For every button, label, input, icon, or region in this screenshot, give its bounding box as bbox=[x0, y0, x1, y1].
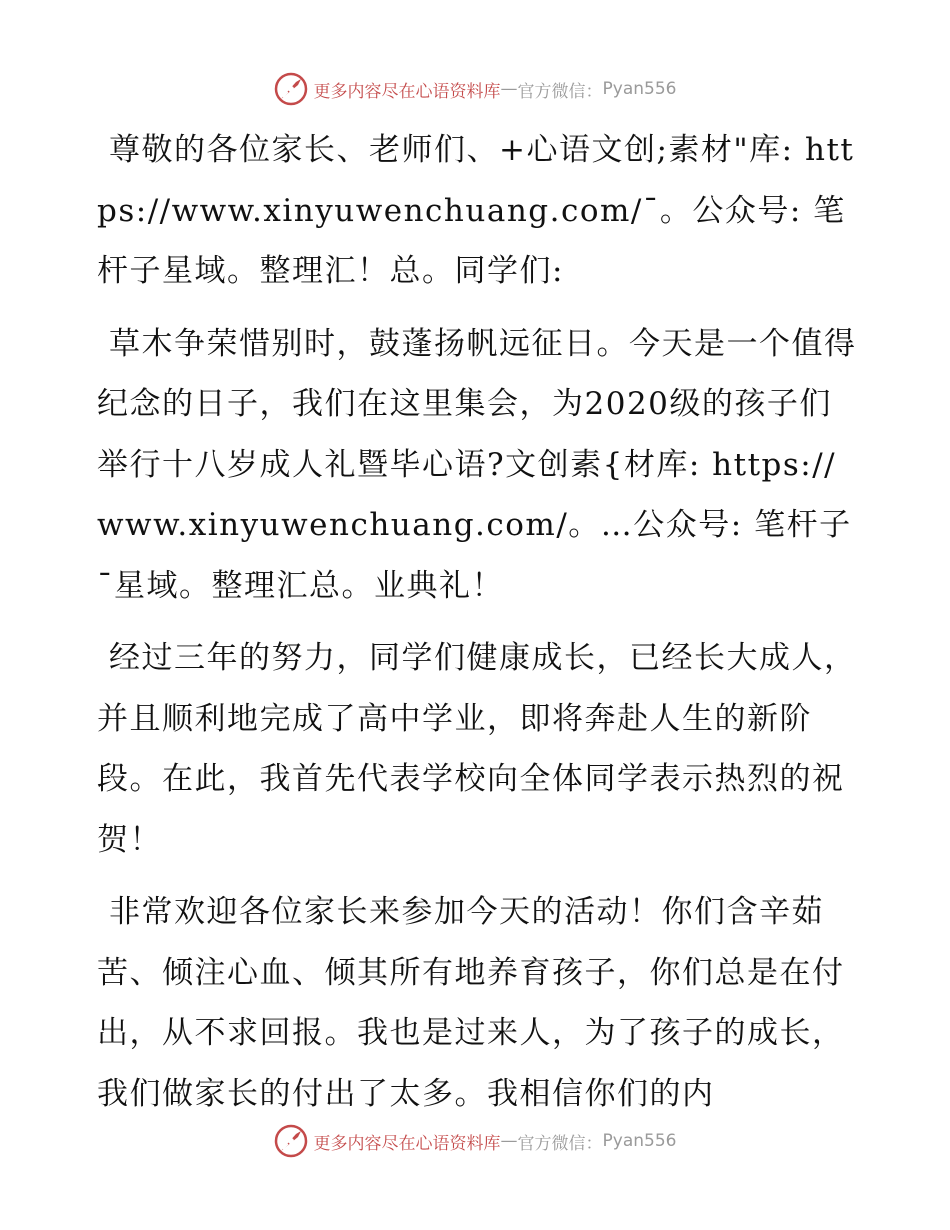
footer-wechat-id: Pyan556 bbox=[602, 1131, 677, 1151]
footer-separator: — bbox=[500, 1131, 518, 1151]
header-wechat-label: 官方微信： bbox=[517, 81, 603, 102]
quill-pen-logo-icon bbox=[274, 1124, 308, 1158]
footer-promo-text: 更多内容尽在心语资料库 bbox=[313, 1133, 501, 1154]
quill-pen-logo-icon bbox=[274, 72, 308, 106]
footer-banner bbox=[0, 1124, 950, 1158]
paragraph-greeting: 尊敬的各位家长、老师们、+心语文创;素材"库: https://www.xinyuwenchuang.com/¯。公众号: 笔杆子星域。整理汇！总。同学们: bbox=[97, 132, 855, 289]
header-wechat-id: Pyan556 bbox=[602, 79, 677, 99]
document-body bbox=[97, 120, 857, 1136]
header-promo-text: 更多内容尽在心语资料库 bbox=[313, 81, 501, 102]
footer-wechat-label: 官方微信： bbox=[517, 1133, 603, 1154]
header-banner bbox=[0, 72, 950, 106]
header-separator: — bbox=[500, 79, 518, 99]
paragraph-parents: 非常欢迎各位家长来参加今天的活动！你们含辛茹苦、倾注心血、倾其所有地养育孩子，你们总是在付出，从不求回报。我也是过来人，为了孩子的成长，我们做家长的付出了太多。我相信你们的内 bbox=[97, 894, 845, 1112]
paragraph-opening: 草木争荣惜别时，鼓蓬扬帆远征日。今天是一个值得纪念的日子，我们在这里集会，为2020级的孩子们举行十八岁成人礼暨毕心语?文创素{材库: https://www.xinyuwenchuang.com/。…公众号: 笔杆子¯星域。整理汇总。业典礼！ bbox=[97, 325, 857, 604]
paragraph-congratulations: 经过三年的努力，同学们健康成长，已经长大成人，并且顺利地完成了高中学业，即将奔赴人生的新阶段。在此，我首先代表学校向全体同学表示热烈的祝贺！ bbox=[97, 640, 857, 858]
